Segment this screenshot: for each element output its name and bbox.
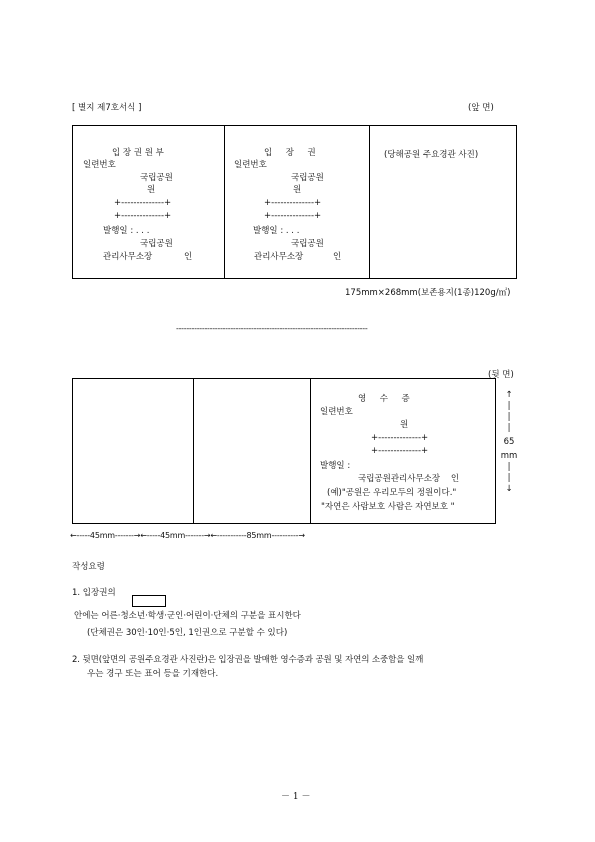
back-side-label: (뒷 면) [488, 370, 514, 380]
instruction-1-line-1: 1. 입장권의 [72, 588, 116, 598]
slogan-example-2: "자연은 사람보호 사람은 자연보호 " [321, 502, 455, 512]
back-divider-2 [310, 378, 311, 524]
cut-line: -------------------------------------------------------------------------- [176, 324, 368, 333]
category-box-bottom: +--------------+ [264, 211, 322, 221]
form-number-label: [ 별지 제7호서식 ] [72, 103, 142, 113]
category-box-top: +--------------+ [114, 198, 172, 208]
issue-date-label: 발행일 : . . . [253, 226, 300, 236]
issuer-park-label: 국립공원 [140, 239, 173, 249]
issuer-title-label: 관리사무소장 [254, 252, 304, 262]
photo-placeholder-label: (당해공원 주요경관 사진) [384, 150, 479, 160]
width-dimensions: ←-----45mm-------→←-----45mm-------→←-----------85mm----------→ [70, 531, 305, 540]
issue-date-label: 발행일 : [320, 461, 351, 471]
instruction-2-line-2: 우는 경구 또는 표어 등을 기재한다. [87, 669, 219, 679]
issuer-park-label: 국립공원 [291, 239, 324, 249]
dimension-line: | [507, 462, 511, 472]
size-note: 175mm×268mm(보존용지(1종)120g/㎡) [345, 288, 511, 298]
instruction-1-line-2: 안에는 어른·청소년·학생·군인·어린이·단체의 구분을 표시한다 [74, 611, 301, 621]
ticket-title: 입 장 권 [264, 148, 316, 158]
serial-number-label: 일련번호 [320, 407, 353, 417]
serial-number-label: 일련번호 [234, 160, 267, 170]
category-box-bottom: +--------------+ [371, 446, 429, 456]
page-number: － 1 － [281, 792, 311, 802]
price-won-label: 원 [293, 185, 302, 195]
instruction-1-line-3: (단체권은 30인·10인·5인, 1인권으로 구분할 수 있다) [87, 628, 288, 638]
seal-mark: 인 [333, 252, 342, 262]
height-unit: mm [500, 451, 518, 461]
seal-mark: 인 [184, 252, 193, 262]
park-name-label: 국립공원 [291, 173, 324, 183]
height-value: 65 [503, 437, 515, 447]
category-box-top: +--------------+ [264, 198, 322, 208]
issuer-label: 국립공원관리사무소장 인 [358, 474, 460, 484]
issue-date-label: 발행일 : . . . [103, 226, 150, 236]
instruction-2-line-1: 2. 뒷면(앞면의 공원주요경관 사진란)은 입장권을 발매한 영수증과 공원 및 자연의 소중함을 일깨 [72, 655, 424, 665]
front-divider-1 [224, 125, 225, 279]
price-won-label: 원 [147, 185, 156, 195]
arrow-up-icon: ↑ [505, 390, 513, 400]
arrow-down-icon: ↓ [505, 484, 513, 494]
instructions-title: 작성요령 [72, 562, 105, 572]
dimension-line: | [507, 412, 511, 422]
back-divider-1 [193, 378, 194, 524]
category-box-bottom: +--------------+ [114, 211, 172, 221]
front-divider-2 [369, 125, 370, 279]
ticket-stub-title: 입 장 권 원 부 [112, 148, 164, 158]
park-name-label: 국립공원 [140, 173, 173, 183]
category-blank-box [132, 595, 166, 607]
receipt-title: 영 수 증 [358, 394, 410, 404]
front-side-label: (앞 면) [468, 103, 494, 113]
height-dimension [500, 390, 518, 495]
category-box-top: +--------------+ [371, 433, 429, 443]
price-won-label: 원 [400, 420, 409, 430]
slogan-example-1: (예)"공원은 우리모두의 정원이다." [327, 488, 457, 498]
issuer-title-label: 관리사무소장 [103, 252, 153, 262]
dimension-line: | [507, 401, 511, 411]
dimension-line: | [507, 473, 511, 483]
dimension-line: | [507, 423, 511, 433]
serial-number-label: 일련번호 [83, 160, 116, 170]
